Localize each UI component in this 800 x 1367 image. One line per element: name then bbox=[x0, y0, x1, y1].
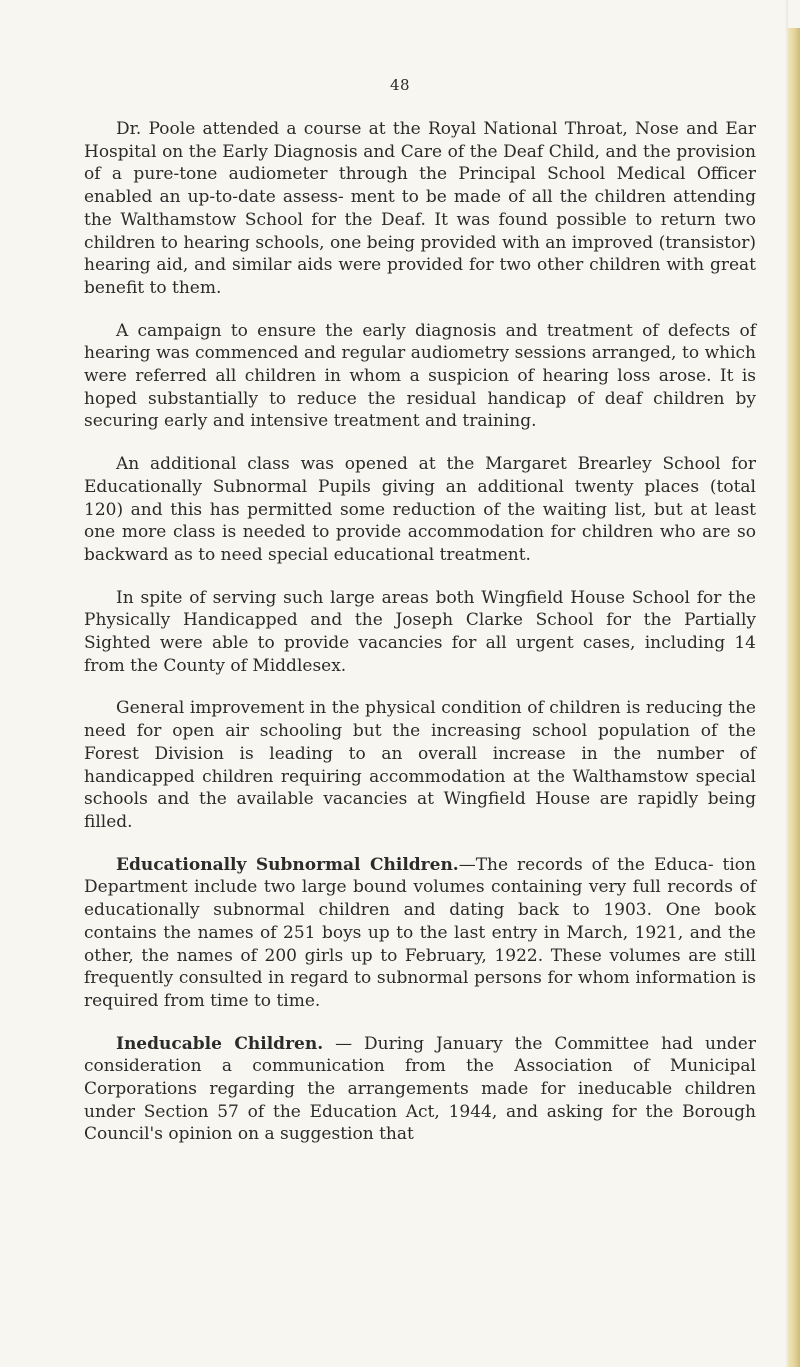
paragraph-general-improvement bbox=[84, 697, 756, 833]
paragraph-text: An additional class was opened at the Margaret Brearley School for Educationally Subnormal Pupils giving an additional twenty places (total 120) and this has permitted some reduction of the waiting list, but at least one more class is needed to provide accommodation for children who are so backward as to need special educational treatment. bbox=[84, 454, 756, 565]
paragraph-text: — During January the Committee had under consideration a communication from the Association of Municipal Corporations regarding the arrangements made for ineducable children under Section 57 of the Education Act, 1944, and asking for the Borough Council's opinion on a suggestion that bbox=[84, 1033, 756, 1145]
paragraph-deaf-child-course bbox=[84, 118, 756, 300]
paragraph-additional-class bbox=[84, 453, 756, 567]
paragraph-special-schools bbox=[84, 587, 756, 678]
body-text bbox=[84, 118, 756, 1166]
paragraph-text: —The records of the Educa- tion Department include two large bound volumes containing very full records of educationally subnormal children and dating back to 1903. One book contains the names of 251 boys up to the last entry in March, 1921, and the other, the names of 200 girls up to February, 1922. These volumes are still frequently consulted in regard to subnormal persons for whom information is required from time to time. bbox=[84, 854, 756, 1011]
paragraph-text: A campaign to ensure the early diagnosis and treatment of defects of hearing was commenced and regular audiometry sessions arranged, to which were referred all children in whom a suspicion of hearing loss arose. It is hoped substantially to reduce the residual handicap of deaf children by securing early and intensive treatment and training. bbox=[84, 320, 756, 432]
section-heading: Ineducable Children. bbox=[116, 1033, 324, 1054]
paragraph-ineducable-children bbox=[84, 1033, 756, 1147]
paragraph-text: General improvement in the physical condition of children is reducing the need for open air schooling but the increasing school population of the Forest Division is leading to an overall increase in the number of handicapped children requiring accommodation at the Walthamstow special schools and the available vacancies at Wingfield House are rapidly being filled. bbox=[84, 698, 756, 832]
page-edge-binding bbox=[788, 28, 800, 1367]
paragraph-educationally-subnormal bbox=[84, 854, 756, 1013]
paragraph-hearing-campaign bbox=[84, 320, 756, 434]
paragraph-text: In spite of serving such large areas both Wingfield House School for the Physically Handicapped and the Joseph Clarke School for the Partially Sighted were able to provide vacancies for all urgent cases, including 14 from the County of Middlesex. bbox=[84, 587, 756, 676]
section-heading: Educationally Subnormal Children. bbox=[116, 854, 459, 875]
paragraph-text: Dr. Poole attended a course at the Royal National Throat, Nose and Ear Hospital on the Early Diagnosis and Care of the Deaf Child, and the provision of a pure-tone audiometer through the Principal School Medical Officer enabled an up-to-date assess- ment to be made of all the children attending the Walthamstow School for the Deaf. It was found possible to return two children to hearing schools, one being provided with an improved (transistor) hearing aid, and similar aids were provided for two other children with great benefit to them. bbox=[84, 119, 756, 298]
page-number: 48 bbox=[389, 76, 411, 94]
